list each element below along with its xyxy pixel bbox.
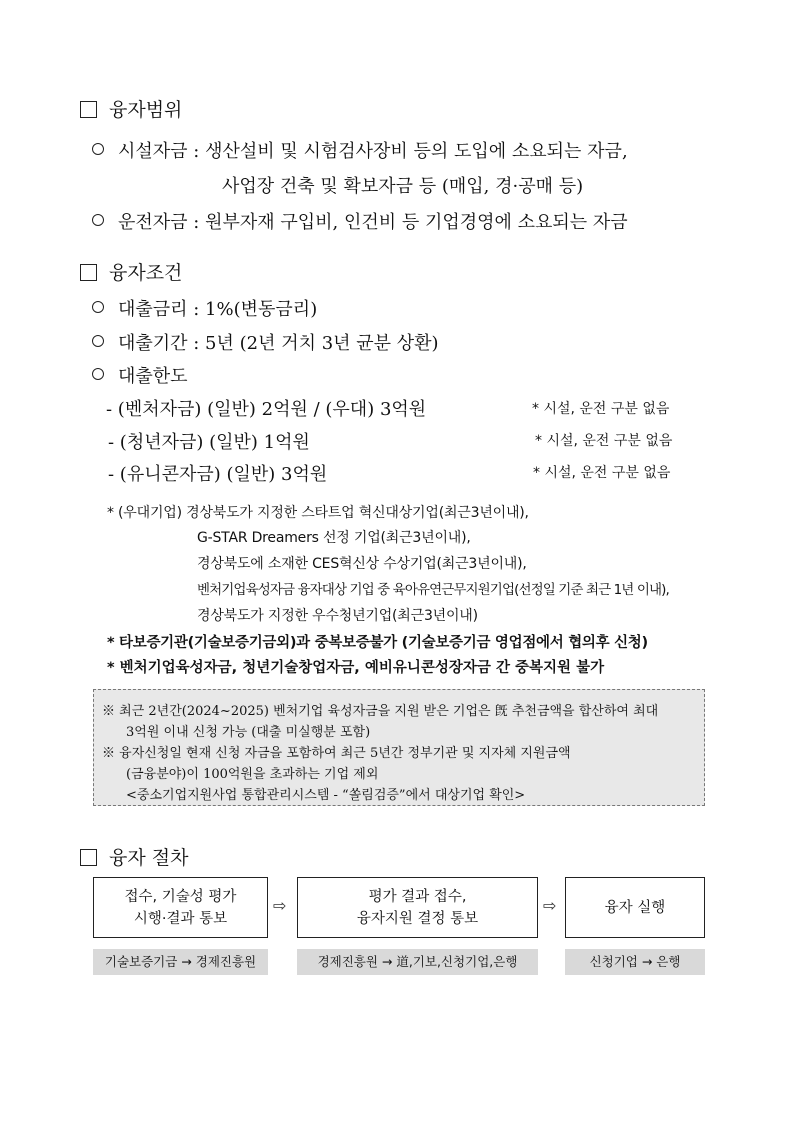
circle-bullet-icon: [92, 214, 104, 226]
notice-line-3: ※ 융자신청일 현재 신청 자금을 포함하여 최근 5년간 정부기관 및 지자체 지원금액: [102, 746, 571, 761]
square-bullet-icon: [80, 101, 97, 118]
preferred-note-1: * (우대기업) 경상북도가 지정한 스타트업 혁신대상기업(최근3년이내),: [107, 505, 529, 521]
bold-note-2: * 벤처기업육성자금, 청년기술창업자금, 예비유니콘성장자금 간 중복지원 불가: [107, 660, 605, 676]
notice-line-4: (금융분야)이 100억원을 초과하는 기업 제외: [126, 767, 379, 782]
preferred-note-3: 경상북도에 소재한 CES혁신상 수상기업(최근3년이내),: [197, 556, 527, 572]
circle-bullet-icon: [92, 335, 104, 347]
square-bullet-icon: [80, 264, 97, 281]
limit-venture-note: * 시설, 운전 구분 없음: [532, 401, 670, 417]
circle-bullet-icon: [92, 143, 104, 155]
procedure-step-3: [565, 877, 705, 938]
bold-note-1: * 타보증기관(기술보증기금외)과 중복보증불가 (기술보증기금 영업점에서 협의후 신청): [107, 635, 648, 651]
step-2-line-1: 평가 결과 접수,: [368, 888, 467, 905]
circle-bullet-icon: [92, 368, 104, 380]
square-bullet-icon: [80, 849, 97, 866]
limit-unicorn-note: * 시설, 운전 구분 없음: [533, 465, 671, 481]
step-3-actor-label: 신청기업 → 은행: [565, 949, 705, 975]
interest-rate-line: 대출금리 : 1%(변동금리): [92, 295, 317, 321]
step-1-line-2: 시행·결과 통보: [133, 910, 228, 927]
step-1-line-1: 접수, 기술성 평가: [124, 888, 237, 905]
loan-period-line: 대출기간 : 5년 (2년 거치 3년 균분 상환): [92, 329, 439, 355]
preferred-note-5: 경상북도가 지정한 우수청년기업(최근3년이내): [197, 608, 478, 624]
limit-youth-note: * 시설, 운전 구분 없음: [535, 433, 673, 449]
facility-fund-line-2: 사업장 건축 및 확보자금 등 (매입, 경·공매 등): [222, 176, 584, 197]
limit-venture: - (벤처자금) (일반) 2억원 / (우대) 3억원: [106, 399, 427, 420]
preferred-note-4: 벤처기업육성자금 융자대상 기업 중 육아유연근무지원기업(선정일 기준 최근 1년 이내),: [197, 582, 669, 598]
section-heading-procedure: 융자 절차: [80, 843, 188, 870]
step-3-line-1: 융자 실행: [604, 899, 666, 916]
limit-unicorn: - (유니콘자금) (일반) 3억원: [108, 464, 328, 485]
step-2-actor-label: 경제진흥원 → 道,기보,신청기업,은행: [297, 949, 538, 975]
step-2-line-2: 융자지원 결정 통보: [356, 910, 479, 927]
circle-bullet-icon: [92, 301, 104, 313]
notice-line-2: 3억원 이내 신청 가능 (대출 미실행분 포함): [126, 725, 371, 740]
section-heading-conditions: 융자조건: [80, 258, 182, 285]
operating-fund-line: 운전자금 : 원부자재 구입비, 인건비 등 기업경영에 소요되는 자금: [92, 208, 628, 234]
procedure-step-1: [93, 877, 268, 938]
notice-box: [93, 689, 705, 806]
loan-limit-title: 대출한도: [92, 362, 188, 388]
right-arrow-icon: ⇨: [543, 896, 557, 915]
limit-youth: - (청년자금) (일반) 1억원: [108, 432, 310, 453]
step-1-actor-label: 기술보증기금 → 경제진흥원: [93, 949, 268, 975]
notice-line-1: ※ 최근 2년간(2024~2025) 벤처기업 육성자금을 지원 받은 기업은 旣 추천금액을 합산하여 최대: [102, 704, 659, 719]
procedure-step-2: [297, 877, 538, 938]
right-arrow-icon: ⇨: [273, 896, 287, 915]
notice-line-5: <중소기업지원사업 통합관리시스템 - “쏠림검증”에서 대상기업 확인>: [126, 788, 526, 803]
section-heading-scope: 융자범위: [80, 95, 182, 122]
facility-fund-line: 시설자금 : 생산설비 및 시험검사장비 등의 도입에 소요되는 자금,: [92, 137, 628, 163]
preferred-note-2: G-STAR Dreamers 선정 기업(최근3년이내),: [197, 530, 471, 546]
